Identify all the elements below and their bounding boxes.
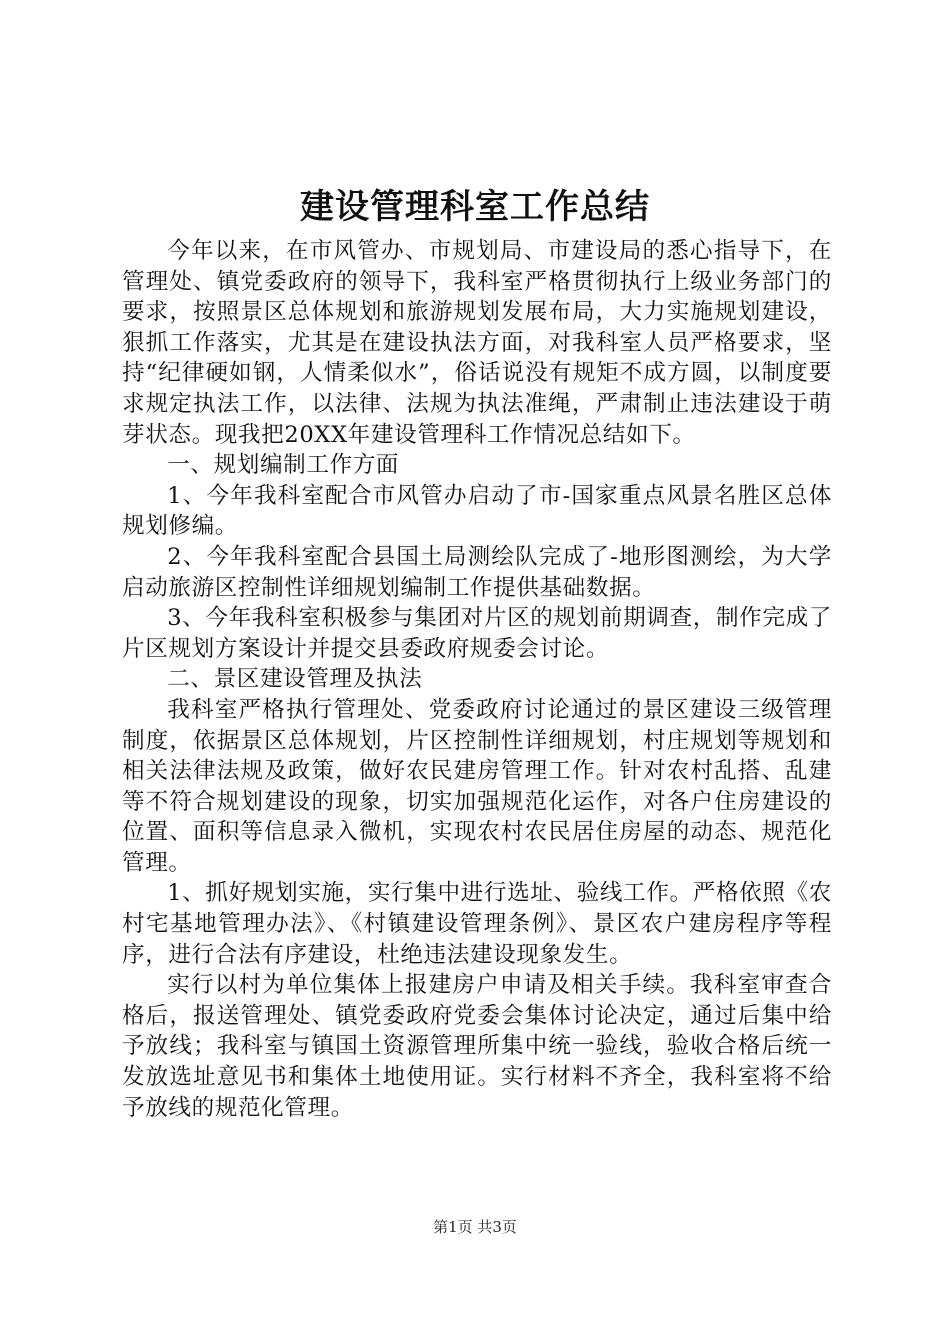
planning-item-3: 3、今年我科室积极参与集团对片区的规划前期调查，制作完成了片区规划方案设计并提交县委政府规委会讨论。: [122, 605, 832, 662]
planning-item-2: 2、今年我科室配合县国土局测绘队完成了-地形图测绘，为大学启动旅游区控制性详细规划编制工作提供基础数据。: [122, 543, 832, 601]
approval-paragraph: 实行以村为单位集体上报建房户申请及相关手续。我科室审查合格后，报送管理处、镇党委政府党委会集体讨论决定，通过后集中给予放线；我科室与镇国土资源管理所集中统一验线，验收合格后统一发放选址意见书和集体土地使用证。实行材料不齐全，我科室将不给予放线的规范化管理。: [122, 972, 832, 1121]
planning-item-1: 1、今年我科室配合市风管办启动了市-国家重点风景名胜区总体规划修编。: [122, 482, 832, 540]
intro-paragraph: 今年以来，在市风管办、市规划局、市建设局的悉心指导下，在管理处、镇党委政府的领导下，我科室严格贯彻执行上级业务部门的要求，按照景区总体规划和旅游规划发展布局，大力实施规划建设，狠抓工作落实，尤其是在建设执法方面，对我科室人员严格要求，坚持“纪律硬如钢，人情柔似水”，俗话说没有规矩不成方圆，以制度要求规定执法工作，以法律、法规为执法准绳，严肃制止违法建设于萌芽状态。现我把20XX年建设管理科工作情况总结如下。: [122, 238, 832, 448]
document-body: [122, 236, 832, 1123]
construction-item-1: 1、抓好规划实施，实行集中进行选址、验线工作。严格依照《农村宅基地管理办法》、《村镇建设管理条例》、景区农户建房程序等程序，进行合法有序建设，杜绝违法建设现象发生。: [122, 880, 832, 968]
section-heading-planning: 一、规划编制工作方面: [167, 452, 400, 479]
page-footer: 第1页 共3页: [433, 1218, 517, 1236]
document-title: 建设管理科室工作总结: [300, 187, 650, 227]
section-heading-construction: 二、景区建设管理及执法: [167, 666, 423, 693]
construction-paragraph: 我科室严格执行管理处、党委政府讨论通过的景区建设三级管理制度，依据景区总体规划，片区控制性详细规划，村庄规划等规划和相关法律法规及政策，做好农民建房管理工作。针对农村乱搭、乱建等不符合规划建设的现象，切实加强规范化运作，对各户住房建设的位置、面积等信息录入微机，实现农村农民居住房屋的动态、规范化管理。: [122, 696, 832, 876]
